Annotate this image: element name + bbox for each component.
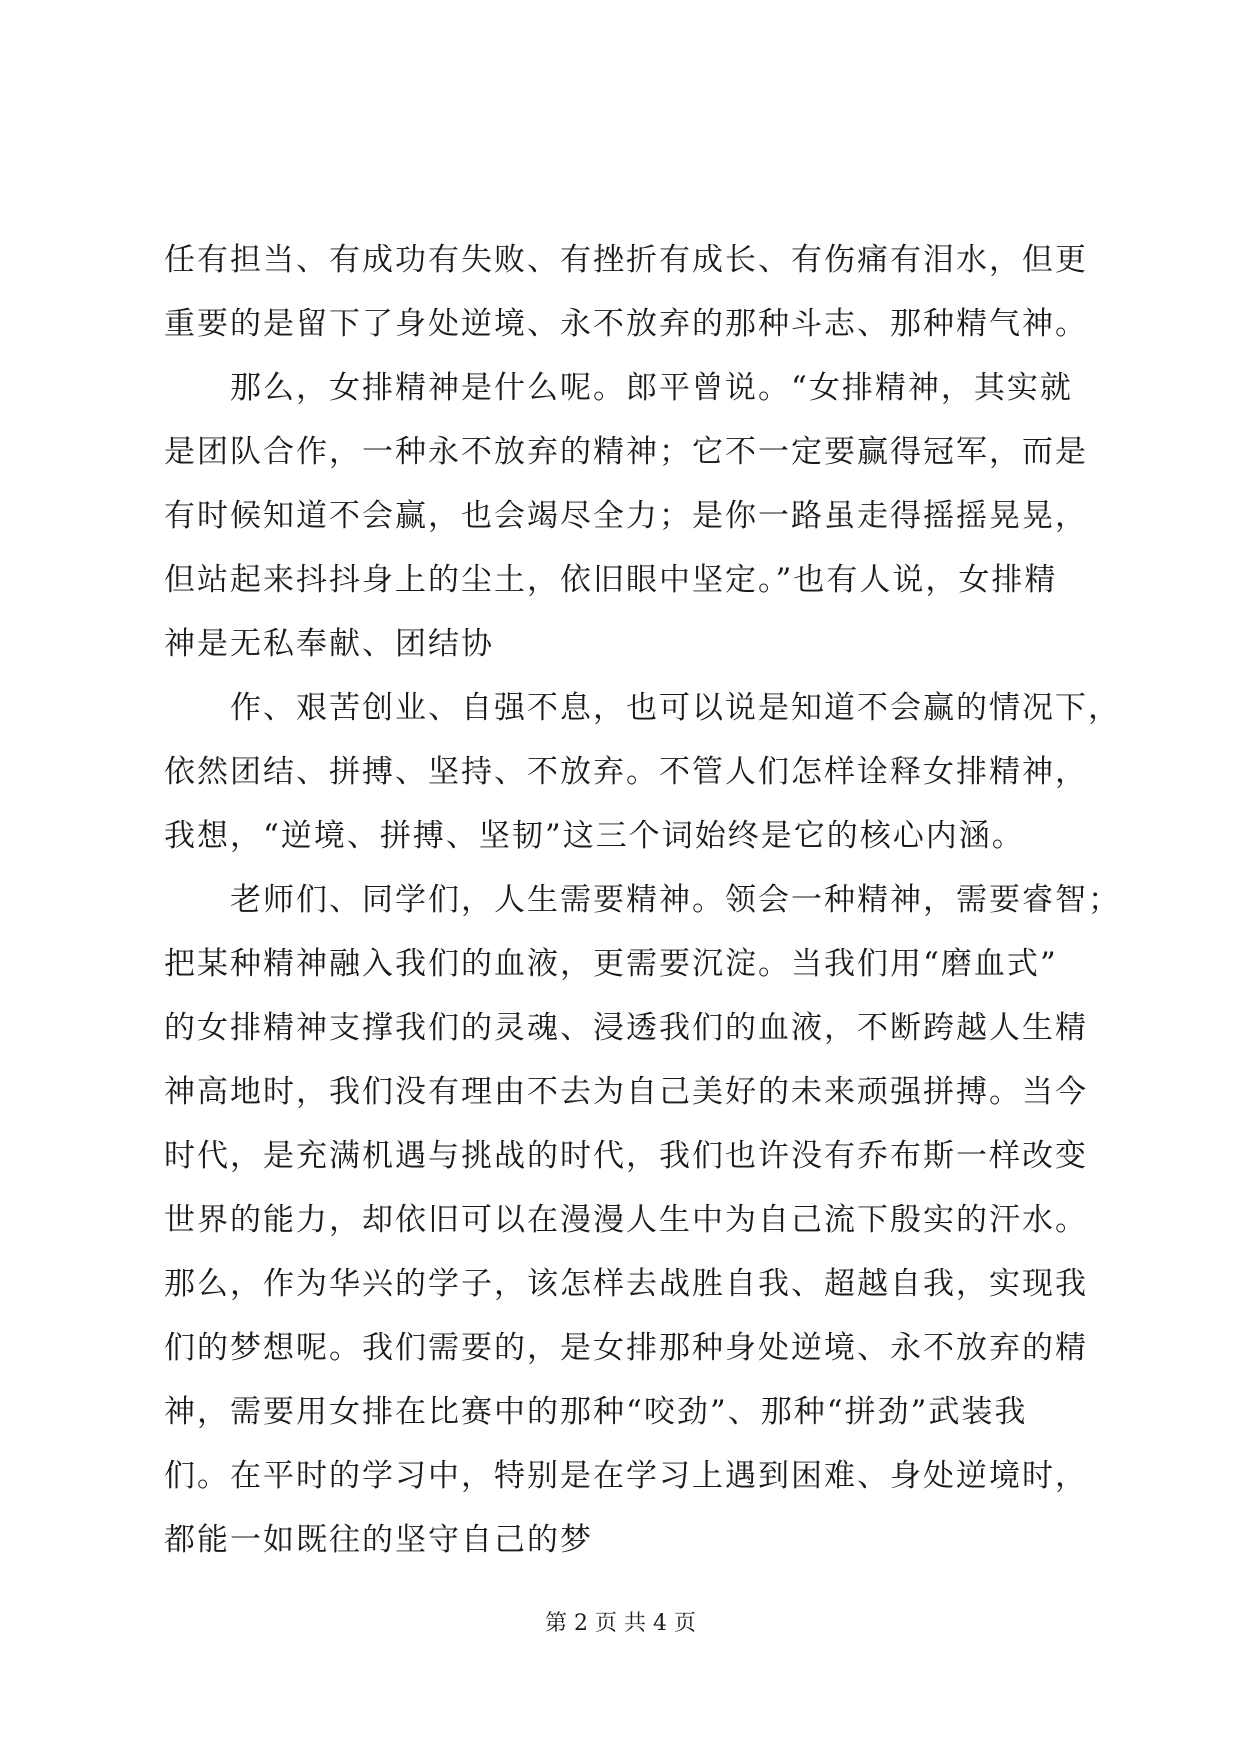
text-line: 有时候知道不会赢，也会竭尽全力；是你一路虽走得摇摇晃晃， bbox=[164, 498, 1088, 534]
text-line: 那么，女排精神是什么呢。郎平曾说。“女排精神，其实就 bbox=[230, 370, 1073, 406]
text-line: 的女排精神支撑我们的灵魂、浸透我们的血液，不断跨越人生精 bbox=[164, 1010, 1088, 1046]
text-line: 们。在平时的学习中，特别是在学习上遇到困难、身处逆境时， bbox=[164, 1458, 1088, 1494]
text-line: 神，需要用女排在比赛中的那种“咬劲”、那种“拼劲”武装我 bbox=[164, 1394, 1028, 1430]
text-line: 时代，是充满机遇与挑战的时代，我们也许没有乔布斯一样改变 bbox=[164, 1138, 1088, 1174]
text-line: 老师们、同学们，人生需要精神。领会一种精神，需要睿智； bbox=[230, 882, 1121, 918]
text-line: 是团队合作，一种永不放弃的精神；它不一定要赢得冠军，而是 bbox=[164, 434, 1088, 470]
text-line: 神是无私奉献、团结协 bbox=[164, 626, 494, 662]
document-body bbox=[164, 228, 1121, 1572]
page-number-footer: 第 2 页 共 4 页 bbox=[545, 1611, 696, 1636]
text-line: 任有担当、有成功有失败、有挫折有成长、有伤痛有泪水，但更 bbox=[164, 242, 1088, 278]
text-line: 神高地时，我们没有理由不去为自己美好的未来顽强拼搏。当今 bbox=[164, 1074, 1088, 1110]
text-line: 都能一如既往的坚守自己的梦 bbox=[164, 1522, 593, 1558]
text-line: 重要的是留下了身处逆境、永不放弃的那种斗志、那种精气神。 bbox=[164, 306, 1088, 342]
text-line: 但站起来抖抖身上的尘土，依旧眼中坚定。”也有人说，女排精 bbox=[164, 562, 1058, 598]
text-line: 我想，“逆境、拼搏、坚韧”这三个词始终是它的核心内涵。 bbox=[164, 818, 1025, 854]
text-line: 作、艰苦创业、自强不息，也可以说是知道不会赢的情况下， bbox=[230, 690, 1121, 726]
text-line: 把某种精神融入我们的血液，更需要沉淀。当我们用“磨血式” bbox=[164, 946, 1058, 982]
text-line: 依然团结、拼搏、坚持、不放弃。不管人们怎样诠释女排精神， bbox=[164, 754, 1088, 790]
text-line: 那么，作为华兴的学子，该怎样去战胜自我、超越自我，实现我 bbox=[164, 1266, 1088, 1302]
text-line: 世界的能力，却依旧可以在漫漫人生中为自己流下殷实的汗水。 bbox=[164, 1202, 1088, 1238]
text-line: 们的梦想呢。我们需要的，是女排那种身处逆境、永不放弃的精 bbox=[164, 1330, 1088, 1366]
